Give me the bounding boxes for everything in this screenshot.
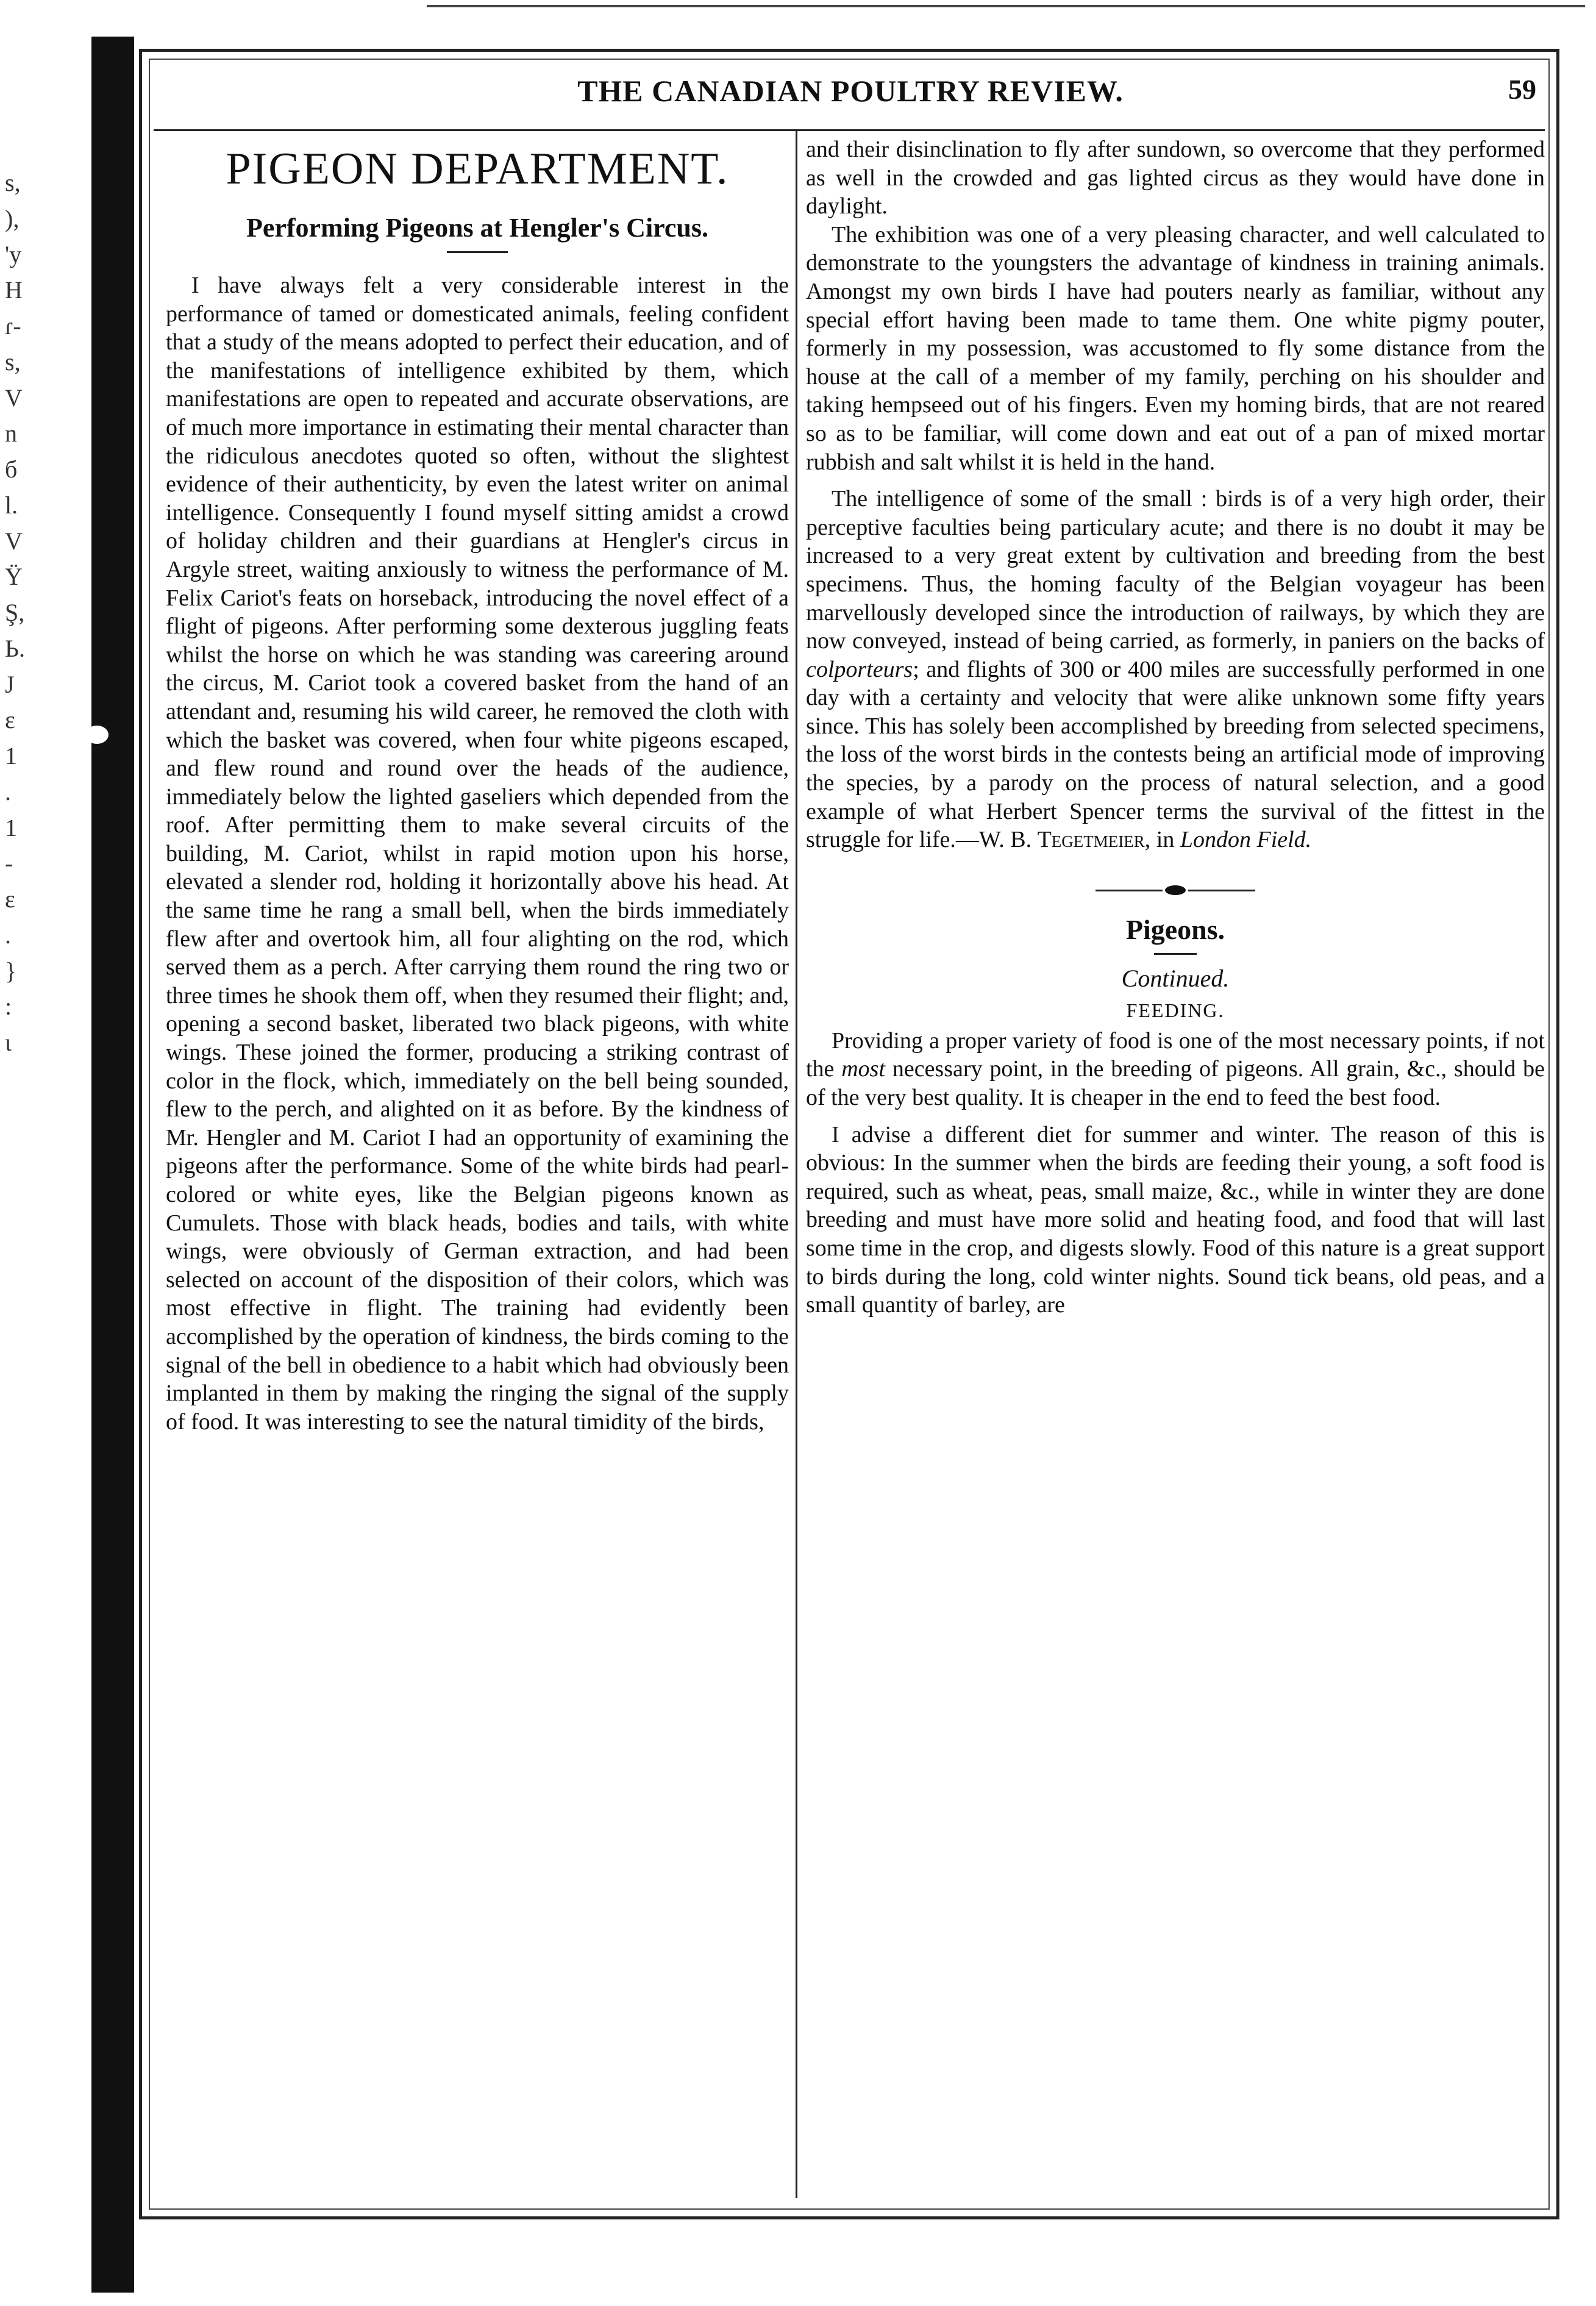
margin-fragment: J [5,670,15,698]
text-run: , in [1144,827,1180,853]
continued-label: Continued. [1121,964,1230,992]
section-title-rule [1154,953,1197,955]
margin-fragment: V [5,527,23,555]
margin-fragment: s, [5,169,21,196]
left-column [166,135,789,1436]
title-rule [447,251,508,253]
margin-fragment: : [5,993,12,1021]
article-paragraph-closing [806,485,1545,854]
article-paragraph: I have always felt a very considerable interest in the performance of tamed or domesticated animals, feeling confident that a study of the means adopted to perfect their education, and of the manifestations of intelligence exhibited by them, which manifestations are open to repeated and accurate observations, are of much more importance in estimating their mental character than the ridiculous anecdotes quoted so often, without the slightest evidence of their authenticity, by even the latest writer on animal intelligence. Consequently I found myself sitting amidst a crowd of holiday children and their guardians at Hengler's circus in Argyle street, waiting anxiously to witness the performance of M. Felix Cariot's feats on horseback, introducing the novel effect of a flight of pigeons. After performing some dexterous juggling feats whilst the horse on which he was standing was careering around the circus, M. Cariot took a covered basket from the hand of an attendant and, resuming his wild career, he removed the cloth with which the basket was covered, when four white pigeons escaped, and flew round and round over the heads of the audience, immediately below the lighted gaseliers which depended from the roof. After permitting them to make several circuits of the building, M. Cariot, whilst in rapid motion upon his horse, elevated a slender rod, holding it horizontally above his head. At the same time he rang a small bell, when the birds immediately flew after and overtook him, all four alighting on the rod, which served them as a perch. After carrying them round the ring two or three times he shook them off, when they resumed their flight; and, opening a second basket, liberated two black pigeons, with white wings. These joined the former, producing a striking contrast of color in the flock, which, immediately on the bell being sounded, flew to the perch, and alighted on it as before. By the kindness of Mr. Hengler and M. Cariot I had an opportunity of examining the pigeons after the performance. Some of the white birds had pearl-colored or white eyes, like the Belgian pigeons known as Cumulets. Those with black heads, bodies and tails, with white wings, were obviously of German extraction, and had been selected on account of the disposition of their colors, which was most effective in flight. The training had evidently been accomplished by the operation of kindness, the birds coming to the signal of the bell in obedience to a habit which had obviously been implanted in them by making the ringing the signal of the supply of food. It was interesting to see the natural timidity of the birds, [166,273,789,1435]
article-paragraph: I advise a different diet for summer and winter. The reason of this is obvious: In the summer when the birds are feeding their young, a soft food is required, such as wheat, peas, small maize, &c., while in winter they are done breeding and must have more solid and heating food, and food that will last some time in the crop, and digests slowly. Food of this nature is a great support to birds during the long, cold winter nights. Sound tick beans, old peas, and a small quantity of barley, are [806,1121,1545,1318]
section-ornament [806,870,1545,907]
margin-fragment: n [5,419,17,448]
top-edge-rule [427,5,1585,7]
margin-fragment: l. [5,491,18,519]
text-run: necessary point, in the breeding of pigeons. All grain, &c., should be of the very best quality. It is cheaper in the end to feed the best food. [806,1056,1545,1111]
article-paragraph [806,1027,1545,1112]
margin-fragment: ), [5,204,20,232]
italic-term: most [841,1056,886,1082]
binding-notch [85,726,109,744]
margin-fragment: ɩ [5,1029,12,1056]
margin-fragment: 1 [5,742,17,769]
feeding-subheading: FEEDING. [1126,999,1225,1021]
margin-fragment: . [5,921,11,949]
margin-fragment: . [5,777,11,805]
margin-fragment: 1 [5,813,17,841]
margin-fragment: H [5,276,23,304]
article-paragraph: The exhibition was one of a very pleasing character, and well calculated to demonstrate to the youngsters the advantage of kindness in training animals. Amongst my own birds I have had pouters nearly as familiar, without any special effort having been made to tame them. One white pigmy pouter, formerly in my possession, was accustomed to fly some distance from the house at the call of a member of my family, perching on his shoulder and taking hempseed out of his fingers. Even my homing birds, that are not reared so as to be familiar, will come down and eat out of a pan of mixed mortar rubbish and salt whilst it is held in the hand. [806,221,1545,475]
article-paragraph: and their disinclination to fly after sundown, so overcome that they performed as well in the crowded and gas lighted circus as they would have done in daylight. [806,137,1545,220]
text-run: Providing a proper variety of food is one of the most necessary points, if not the [806,1027,1545,1082]
binding-strip [91,37,134,2293]
italic-term: colporteurs [806,656,913,682]
margin-fragment: 'y [5,240,22,268]
department-title: PIGEON DEPARTMENT. [226,144,729,194]
page-number: 59 [1508,74,1536,105]
margin-fragment: ɛ [5,885,15,913]
margin-fragment: - [5,849,13,877]
article-title: Performing Pigeons at Hengler's Circus. [246,213,709,243]
journal-title: THE CANADIAN POULTRY REVIEW. [577,74,1124,108]
margin-fragment: s, [5,348,21,376]
column-divider [796,131,797,2198]
text-run: ; and flights of 300 or 400 miles are successfully performed in one day with a certainty and velocity that were alike unknown some fifty years since. This has solely been accomplished by breeding from selected specimens, the loss of the worst birds in the contests being an artificial mode of improving the species, by a parody on the process of natural selection, and a good example of what Herbert Spencer terms the survival of the fittest in the struggle for life.—W. B. [806,656,1545,853]
source-name: London Field. [1180,827,1312,853]
text-run: The intelligence of some of the small : birds is of a very high order, their perceptive faculties being particulary acute; and there is no doubt it may be increased to a very great extent by cultivation and breeding from the best specimens. Thus, the homing faculty of the Belgian voyageur has been marvellously developed since the introduction of railways, by which they are now conveyed, instead of being carried, as formerly, in paniers on the backs of [806,486,1545,654]
margin-fragment: ɾ- [5,312,21,340]
adjacent-page-fragments [5,171,72,1055]
margin-fragment: ɛ [5,706,15,734]
margin-fragment: V [5,384,23,412]
right-column [806,135,1545,1319]
section-title: Pigeons. [1125,913,1225,945]
running-head [152,73,1548,122]
header-rule [154,129,1545,131]
margin-fragment: } [5,957,17,985]
author-name: Tegetmeier [1037,827,1145,853]
margin-fragment: Ş, [5,599,25,626]
margin-fragment: Ÿ [5,563,23,591]
margin-fragment: Ь. [5,634,25,662]
margin-fragment: б [5,455,18,483]
